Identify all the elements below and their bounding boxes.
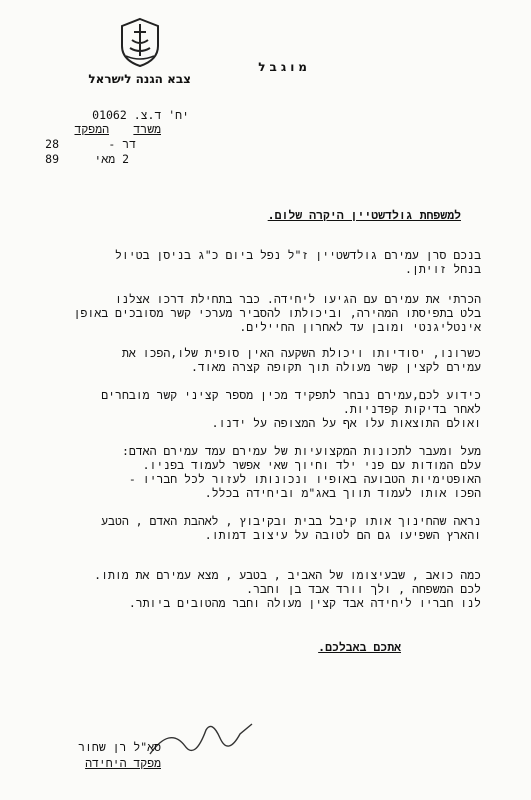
dept-code: דר - [108,137,136,151]
date-day: 28 [45,137,59,151]
body-line: לכם המשפחה , ולך וורד אבד בן וחבר. [246,582,481,596]
body-line: הכרתי את עמירם עם הגיעו ליחידה. כבר בתחילת דרכו אצלנו [115,292,481,306]
body-line: כשרונו, יסודיותו ויכולת השקעה האין סופית שלו,הפכו את [121,346,481,360]
body-line: לאחר בדיקות קפדניות. [342,402,481,416]
body-line: כמה כואב , שבעיצומו של האביב , בטבע , מצא עמירם את מותו. [94,568,481,582]
closing: אתכם באבלכם. [318,640,401,654]
to-header: משרד [133,122,161,136]
classification: מוגבל [258,60,311,74]
body-line: בלט בתפיסתו המהירה, וביכולתו להסביר מערכי קשר מסובכים באופן [73,306,481,320]
idf-emblem [116,16,164,68]
body-line: האופטימיות הטבועה באופיו ונכונותו לעזור לכל חבריו - [128,472,481,486]
reference-number: יח' ד.צ. 01062 [92,108,189,122]
body-line: והארץ השפיעו גם הם לטובה על עיצוב דמותו. [204,528,481,542]
body-line: כידוע לכם,עמירם נבחר לתפקיד מכין מספר קציני קשר מובחרים [101,388,481,402]
body-line: עלם המודות עם פני ילד וחיוך שאי אפשר לעמוד בפניו. [142,458,481,472]
salutation: למשפחת גולדשטיין היקרה שלום. [267,208,461,222]
body-line: בנכם סרן עמירם גולדשטיין ז"ל נפל ביום כ"ג בניסן בטיול [114,248,481,262]
body-line: הפכו אותו לעמוד תווך באג"מ וביחידה בכלל. [204,486,481,500]
organization: צבא הגנה לישראל [88,72,191,86]
body-line: לנו חבריו ליחידה אבד קצין מעולה וחבר מהטובים ביותר. [128,596,481,610]
body-line: בנחל זויתן. [405,262,481,276]
date-month: 2 מאי [94,152,129,166]
body-line: נראה שהחינוך אותו קיבל בבית ובקיבוץ , לאהבת האדם , הטבע [101,514,481,528]
signer-name: סא"ל רן שחור [78,740,161,754]
from-header: המפקד [74,122,109,136]
body-line: עמירם לקצין קשר מעולה תוך תקופה קצרה מאוד. [190,360,481,374]
body-line: אינטליגנטי ומובן עד לאחרון החיילים. [239,320,481,334]
body-line: מעל ומעבר לתכונות המקצועיות של עמירם עמד עמירם האדם: [121,444,481,458]
signer-title: מפקד היחידה [85,756,161,770]
date-year: 89 [45,152,59,166]
body-line: ואולם התוצאות עלו אף על המצופה על ידנו. [211,416,481,430]
